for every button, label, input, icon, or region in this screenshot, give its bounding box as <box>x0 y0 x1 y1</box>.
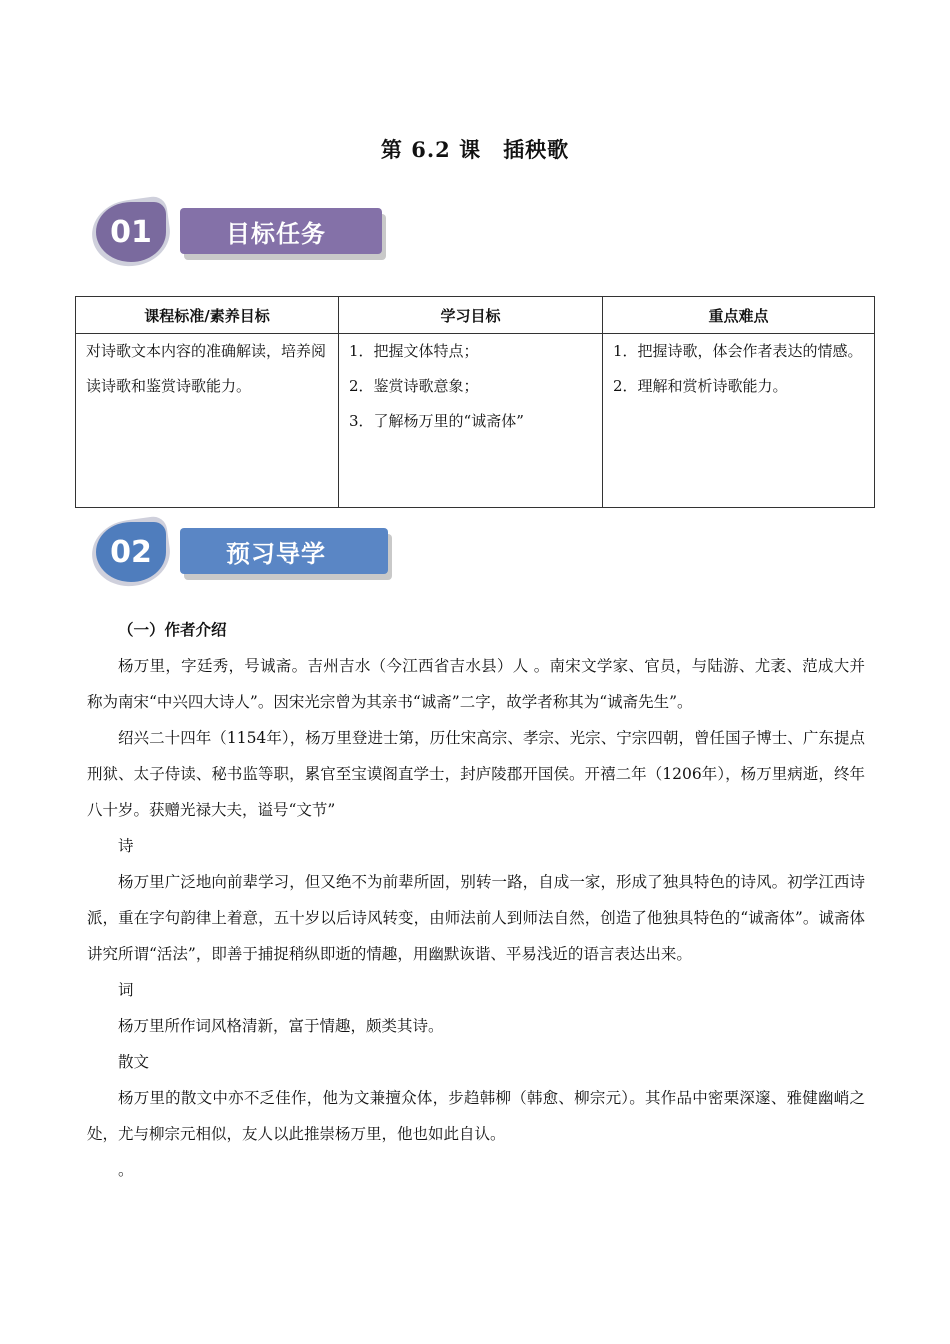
paragraph: 杨万里的散文中亦不乏佳作，他为文兼擅众体，步趋韩柳（韩愈、柳宗元）。其作品中密栗深邃、雅健幽峭之处，尤与柳宗元相似，友人以此推崇杨万里，他也如此自认。 <box>87 1089 865 1143</box>
key-point-item: 1．把握诗歌，体会作者表达的情感。 <box>613 342 863 360</box>
table-header-objectives: 学习目标 <box>339 297 603 334</box>
section-title: 目标任务 <box>180 208 382 254</box>
table-row <box>76 334 875 508</box>
paragraph: 杨万里所作词风格清新，富于情趣，颇类其诗。 <box>118 1017 444 1035</box>
key-point-item: 2．理解和赏析诗歌能力。 <box>613 377 788 395</box>
section-title: 预习导学 <box>180 528 388 574</box>
objective-item: 2．鉴赏诗歌意象； <box>349 377 479 395</box>
table-cell-objectives <box>339 334 603 508</box>
paragraph: 杨万里广泛地向前辈学习，但又绝不为前辈所固，别转一路，自成一家，形成了独具特色的诗风。初学江西诗派，重在字句韵律上着意，五十岁以后诗风转变，由师法前人到师法自然，创造了他独具特色的“诚斋体”。诚斋体讲究所谓“活法”，即善于捕捉稍纵即逝的情趣，用幽默诙谐、平易浅近的语言表达出来。 <box>87 873 865 963</box>
goals-table <box>75 296 875 508</box>
paragraph-label-poetry: 诗 <box>118 837 134 855</box>
section-banner-goals <box>92 200 392 270</box>
objective-item: 3．了解杨万里的“诚斋体” <box>349 412 524 430</box>
paragraph: 绍兴二十四年（1154年），杨万里登进士第，历仕宋高宗、孝宗、光宗、宁宗四朝，曾任国子博士、广东提点刑狱、太子侍读、秘书监等职，累官至宝谟阁直学士，封庐陵郡开国侯。开禧二年（1206年），杨万里病逝，终年八十岁。获赠光禄大夫，谥号“文节” <box>87 729 865 819</box>
preview-content <box>87 612 865 1188</box>
page-title: 第 6.2 课 插秧歌 <box>380 137 570 162</box>
section-banner-preview <box>92 520 402 590</box>
section-number-badge: 01 <box>96 202 166 262</box>
paragraph: 。 <box>118 1161 134 1179</box>
cell-text: 对诗歌文本内容的准确解读，培养阅读诗歌和鉴赏诗歌能力。 <box>86 342 327 395</box>
paragraph: 杨万里，字廷秀，号诚斋。吉州吉水（今江西省吉水县）人 。南宋文学家、官员，与陆游、尤袤、范成大并称为南宋“中兴四大诗人”。因宋光宗曾为其亲书“诚斋”二字，故学者称其为“诚斋先生”。 <box>87 657 865 711</box>
table-cell-standards <box>76 334 339 508</box>
subsection-heading: （一）作者介绍 <box>118 620 227 639</box>
paragraph-label-prose: 散文 <box>118 1053 150 1071</box>
table-header-standards: 课程标准/素养目标 <box>76 297 339 334</box>
table-cell-key-points <box>603 334 875 508</box>
table-header-row <box>76 297 875 334</box>
section-number-badge: 02 <box>96 522 166 582</box>
table-header-key-points: 重点难点 <box>603 297 875 334</box>
objective-item: 1．把握文体特点； <box>349 342 479 360</box>
paragraph-label-ci: 词 <box>118 981 134 999</box>
